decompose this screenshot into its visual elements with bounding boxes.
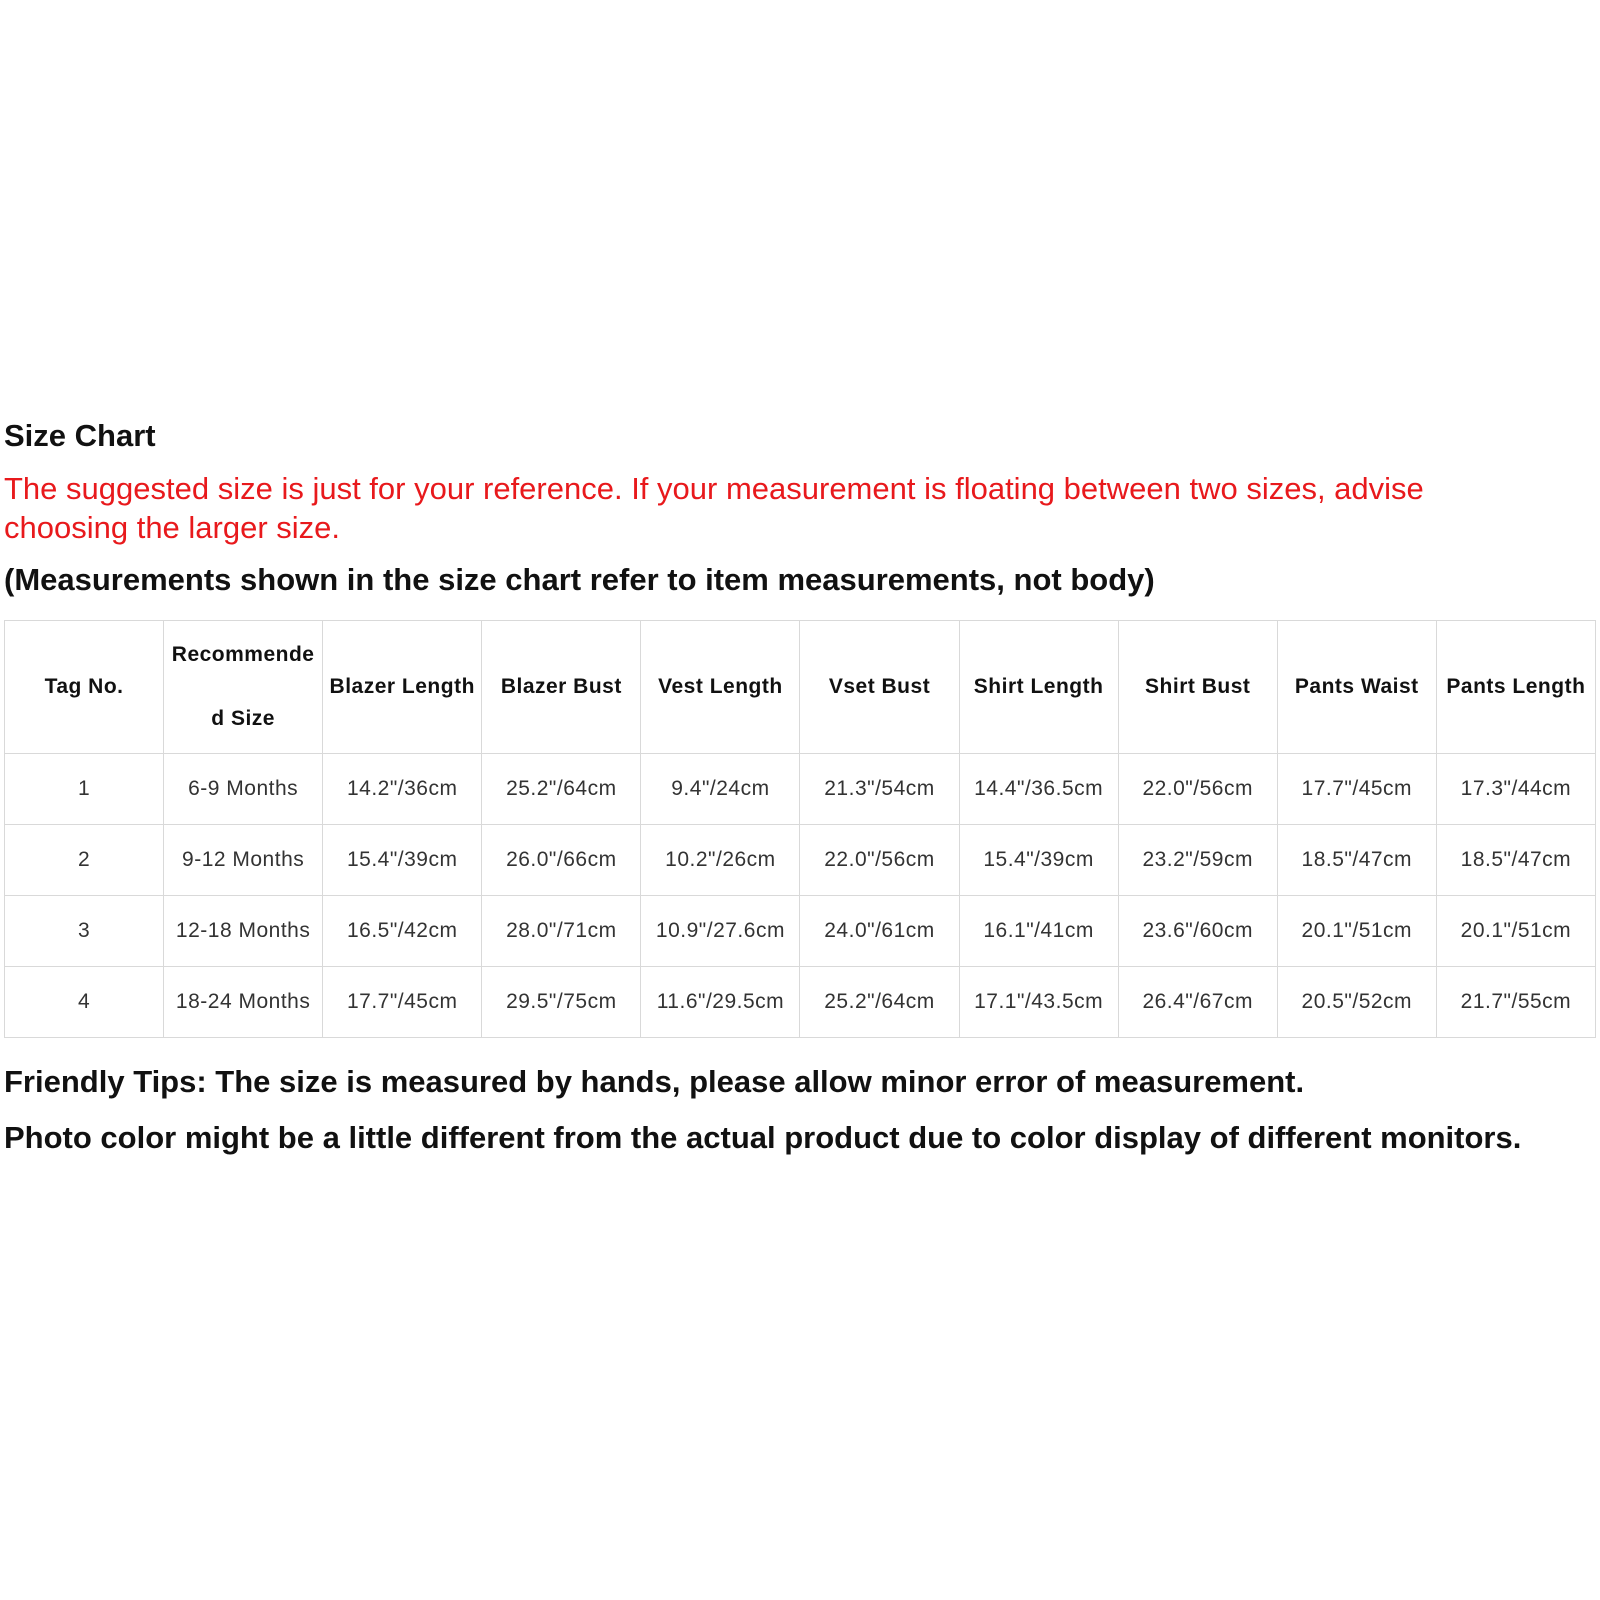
table-cell: 17.7"/45cm xyxy=(1277,754,1436,825)
size-table xyxy=(4,620,1596,1038)
table-cell: 25.2"/64cm xyxy=(482,754,641,825)
column-header: Blazer Length xyxy=(323,621,482,754)
table-cell: 11.6"/29.5cm xyxy=(641,967,800,1038)
table-cell: 3 xyxy=(5,896,164,967)
measurement-note: (Measurements shown in the size chart refer to item measurements, not body) xyxy=(4,562,1155,597)
column-header: Tag No. xyxy=(5,621,164,754)
table-cell: 10.9"/27.6cm xyxy=(641,896,800,967)
column-header: Shirt Length xyxy=(959,621,1118,754)
table-cell: 4 xyxy=(5,967,164,1038)
table-cell: 22.0"/56cm xyxy=(1118,754,1277,825)
table-row xyxy=(5,754,1596,825)
table-cell: 14.2"/36cm xyxy=(323,754,482,825)
table-cell: 25.2"/64cm xyxy=(800,967,959,1038)
table-cell: 9-12 Months xyxy=(164,825,323,896)
table-cell: 14.4"/36.5cm xyxy=(959,754,1118,825)
table-cell: 1 xyxy=(5,754,164,825)
column-header: Pants Waist xyxy=(1277,621,1436,754)
table-cell: 16.5"/42cm xyxy=(323,896,482,967)
table-cell: 26.0"/66cm xyxy=(482,825,641,896)
table-cell: 9.4"/24cm xyxy=(641,754,800,825)
table-cell: 23.2"/59cm xyxy=(1118,825,1277,896)
column-header: Recommended Size xyxy=(164,621,323,754)
color-disclaimer: Photo color might be a little different from the actual product due to color display of different monitors. xyxy=(4,1120,1522,1155)
table-cell: 22.0"/56cm xyxy=(800,825,959,896)
size-notice: The suggested size is just for your reference. If your measurement is floating between two sizes, advise choosing the larger size. xyxy=(4,471,1424,545)
column-header: Blazer Bust xyxy=(482,621,641,754)
table-cell: 17.1"/43.5cm xyxy=(959,967,1118,1038)
table-cell: 18-24 Months xyxy=(164,967,323,1038)
column-header: Shirt Bust xyxy=(1118,621,1277,754)
page-title: Size Chart xyxy=(4,418,156,453)
table-cell: 10.2"/26cm xyxy=(641,825,800,896)
table-row xyxy=(5,967,1596,1038)
table-cell: 21.7"/55cm xyxy=(1436,967,1595,1038)
friendly-tips: Friendly Tips: The size is measured by hands, please allow minor error of measurement. xyxy=(4,1064,1305,1099)
table-cell: 18.5"/47cm xyxy=(1436,825,1595,896)
table-cell: 20.1"/51cm xyxy=(1436,896,1595,967)
table-cell: 17.7"/45cm xyxy=(323,967,482,1038)
table-cell: 24.0"/61cm xyxy=(800,896,959,967)
table-cell: 17.3"/44cm xyxy=(1436,754,1595,825)
table-cell: 16.1"/41cm xyxy=(959,896,1118,967)
table-cell: 26.4"/67cm xyxy=(1118,967,1277,1038)
column-header: Pants Length xyxy=(1436,621,1595,754)
column-header: Vset Bust xyxy=(800,621,959,754)
table-cell: 2 xyxy=(5,825,164,896)
table-header-row xyxy=(5,621,1596,754)
table-cell: 6-9 Months xyxy=(164,754,323,825)
table-cell: 21.3"/54cm xyxy=(800,754,959,825)
table-row xyxy=(5,825,1596,896)
table-cell: 15.4"/39cm xyxy=(959,825,1118,896)
column-header: Vest Length xyxy=(641,621,800,754)
table-cell: 23.6"/60cm xyxy=(1118,896,1277,967)
table-cell: 29.5"/75cm xyxy=(482,967,641,1038)
table-cell: 20.5"/52cm xyxy=(1277,967,1436,1038)
table-cell: 20.1"/51cm xyxy=(1277,896,1436,967)
table-row xyxy=(5,896,1596,967)
table-cell: 18.5"/47cm xyxy=(1277,825,1436,896)
size-chart-section xyxy=(4,418,1596,1156)
table-cell: 28.0"/71cm xyxy=(482,896,641,967)
table-cell: 15.4"/39cm xyxy=(323,825,482,896)
table-cell: 12-18 Months xyxy=(164,896,323,967)
